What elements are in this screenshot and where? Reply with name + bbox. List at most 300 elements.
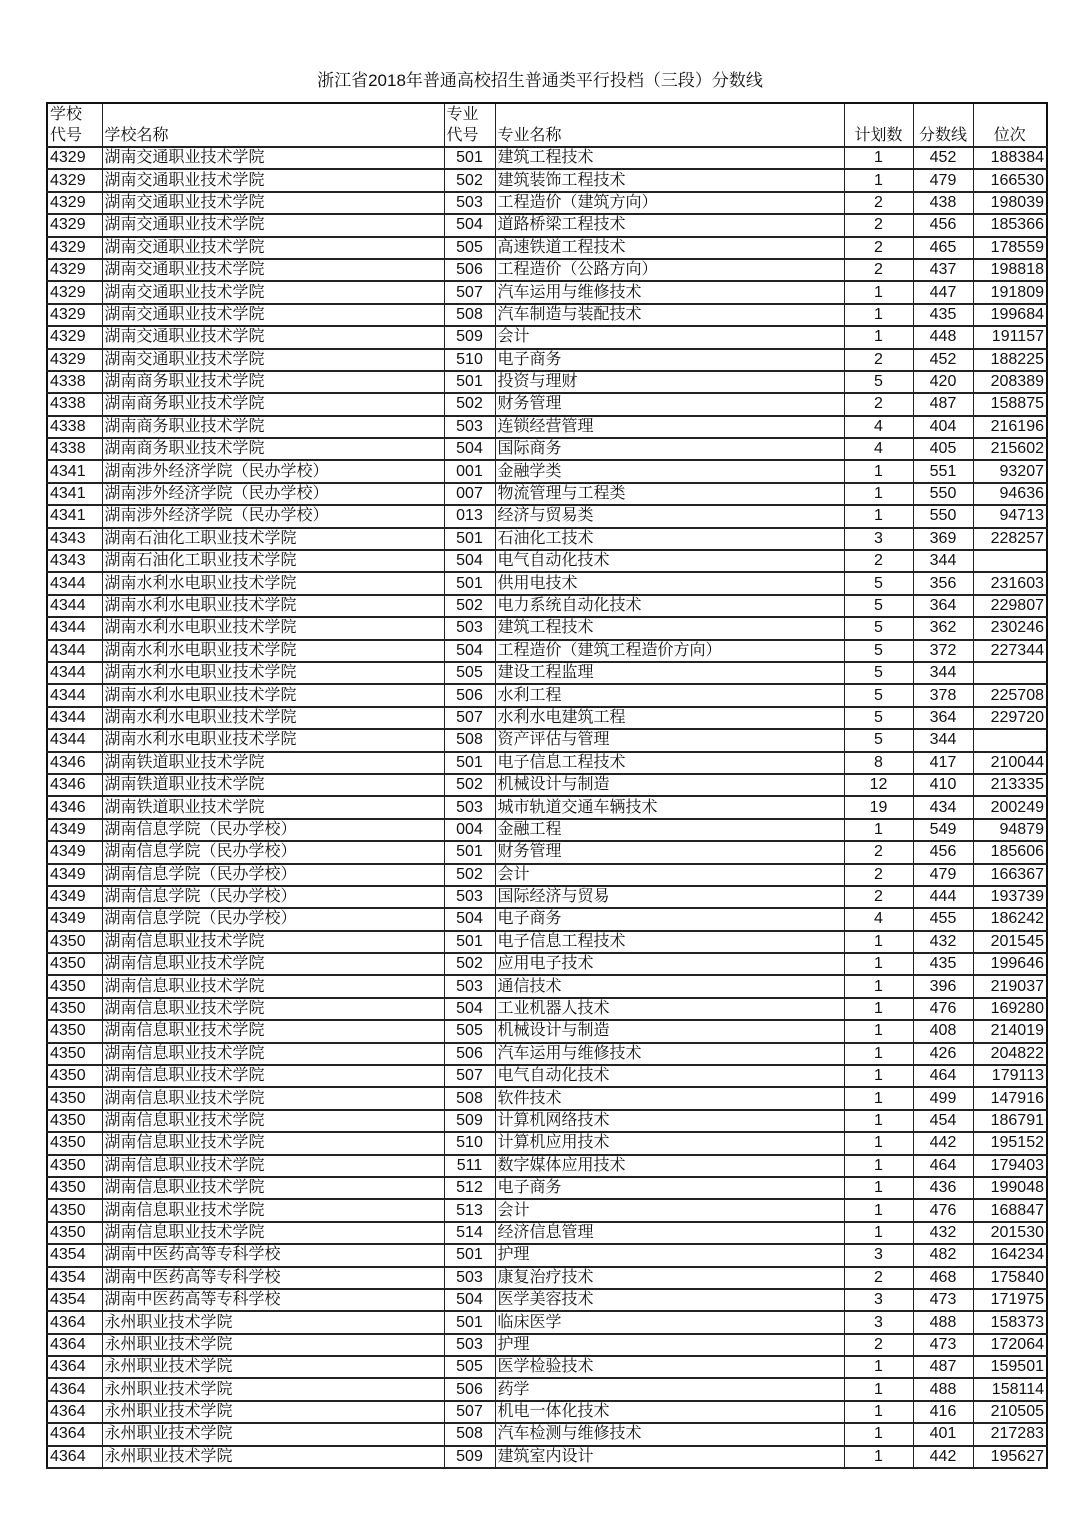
cell-school-code: 4343 <box>47 528 102 550</box>
table-row <box>47 662 1047 684</box>
cell-rank: 172064 <box>973 1334 1047 1356</box>
cell-score-line: 362 <box>913 617 973 639</box>
cell-plan-count: 1 <box>844 304 913 326</box>
cell-major-code: 502 <box>444 169 495 191</box>
cell-major-code: 501 <box>444 1311 495 1333</box>
cell-score-line: 344 <box>913 550 973 572</box>
cell-school-code: 4344 <box>47 640 102 662</box>
cell-score-line: 372 <box>913 640 973 662</box>
cell-plan-count: 5 <box>844 640 913 662</box>
cell-score-line: 408 <box>913 1020 973 1042</box>
cell-school-name: 湖南水利水电职业技术学院 <box>102 729 444 751</box>
cell-score-line: 434 <box>913 796 973 818</box>
cell-rank: 208389 <box>973 371 1047 393</box>
cell-school-code: 4364 <box>47 1378 102 1400</box>
cell-major-name: 水利工程 <box>495 684 844 706</box>
cell-plan-count: 2 <box>844 259 913 281</box>
cell-school-code: 4346 <box>47 752 102 774</box>
cell-school-code: 4344 <box>47 662 102 684</box>
cell-score-line: 404 <box>913 416 973 438</box>
cell-rank: 227344 <box>973 640 1047 662</box>
table-row <box>47 1423 1047 1445</box>
cell-rank <box>973 662 1047 684</box>
cell-major-name: 数字媒体应用技术 <box>495 1155 844 1177</box>
cell-plan-count: 2 <box>844 349 913 371</box>
cell-major-code: 501 <box>444 528 495 550</box>
cell-major-code: 509 <box>444 326 495 348</box>
header-school-name-text: 学校名称 <box>104 127 169 144</box>
cell-plan-count: 1 <box>844 1446 913 1468</box>
cell-school-name: 湖南水利水电职业技术学院 <box>102 572 444 594</box>
cell-plan-count: 1 <box>844 147 913 169</box>
cell-major-code: 510 <box>444 349 495 371</box>
cell-score-line: 435 <box>913 953 973 975</box>
cell-school-code: 4329 <box>47 214 102 236</box>
table-row <box>47 281 1047 303</box>
cell-plan-count: 2 <box>844 237 913 259</box>
cell-plan-count: 1 <box>844 1155 913 1177</box>
cell-rank: 225708 <box>973 684 1047 706</box>
cell-school-name: 湖南交通职业技术学院 <box>102 214 444 236</box>
cell-score-line: 435 <box>913 304 973 326</box>
cell-major-code: 507 <box>444 1065 495 1087</box>
table-row <box>47 729 1047 751</box>
cell-school-name: 湖南水利水电职业技术学院 <box>102 662 444 684</box>
cell-major-code: 007 <box>444 483 495 505</box>
cell-score-line: 436 <box>913 1177 973 1199</box>
cell-major-name: 石油化工技术 <box>495 528 844 550</box>
cell-major-name: 国际经济与贸易 <box>495 886 844 908</box>
cell-major-code: 507 <box>444 707 495 729</box>
cell-major-code: 502 <box>444 774 495 796</box>
cell-school-code: 4364 <box>47 1311 102 1333</box>
table-row <box>47 1311 1047 1333</box>
table-row <box>47 886 1047 908</box>
cell-score-line: 396 <box>913 975 973 997</box>
cell-school-name: 湖南铁道职业技术学院 <box>102 774 444 796</box>
cell-plan-count: 5 <box>844 595 913 617</box>
cell-major-name: 工业机器人技术 <box>495 998 844 1020</box>
cell-school-name: 湖南水利水电职业技术学院 <box>102 640 444 662</box>
cell-rank <box>973 729 1047 751</box>
cell-school-name: 湖南商务职业技术学院 <box>102 371 444 393</box>
cell-major-code: 506 <box>444 1378 495 1400</box>
cell-rank: 166367 <box>973 864 1047 886</box>
cell-score-line: 551 <box>913 460 973 482</box>
cell-score-line: 454 <box>913 1110 973 1132</box>
table-row <box>47 147 1047 169</box>
cell-major-name: 建筑工程技术 <box>495 147 844 169</box>
cell-score-line: 464 <box>913 1065 973 1087</box>
cell-rank: 228257 <box>973 528 1047 550</box>
cell-major-name: 通信技术 <box>495 975 844 997</box>
cell-major-name: 应用电子技术 <box>495 953 844 975</box>
cell-plan-count: 2 <box>844 1334 913 1356</box>
cell-school-code: 4349 <box>47 841 102 863</box>
cell-school-code: 4350 <box>47 931 102 953</box>
cell-major-name: 电气自动化技术 <box>495 550 844 572</box>
cell-major-name: 药学 <box>495 1378 844 1400</box>
cell-rank: 214019 <box>973 1020 1047 1042</box>
cell-major-name: 计算机网络技术 <box>495 1110 844 1132</box>
cell-rank: 186242 <box>973 908 1047 930</box>
cell-rank: 166530 <box>973 169 1047 191</box>
cell-score-line: 456 <box>913 214 973 236</box>
cell-school-name: 湖南石油化工职业技术学院 <box>102 550 444 572</box>
cell-major-code: 503 <box>444 1267 495 1289</box>
cell-rank: 188384 <box>973 147 1047 169</box>
cell-score-line: 482 <box>913 1244 973 1266</box>
cell-school-name: 湖南交通职业技术学院 <box>102 349 444 371</box>
cell-major-code: 505 <box>444 237 495 259</box>
cell-rank: 158114 <box>973 1378 1047 1400</box>
table-row <box>47 393 1047 415</box>
cell-school-code: 4350 <box>47 1043 102 1065</box>
cell-plan-count: 4 <box>844 908 913 930</box>
cell-plan-count: 19 <box>844 796 913 818</box>
table-row <box>47 1401 1047 1423</box>
cell-plan-count: 2 <box>844 550 913 572</box>
table-row <box>47 752 1047 774</box>
cell-school-name: 湖南涉外经济学院（民办学校） <box>102 483 444 505</box>
cell-school-name: 湖南交通职业技术学院 <box>102 326 444 348</box>
cell-school-name: 湖南信息学院（民办学校） <box>102 841 444 863</box>
cell-school-name: 湖南交通职业技术学院 <box>102 169 444 191</box>
cell-major-name: 金融工程 <box>495 819 844 841</box>
table-row <box>47 1177 1047 1199</box>
table-row <box>47 864 1047 886</box>
cell-school-code: 4350 <box>47 1177 102 1199</box>
cell-major-code: 508 <box>444 1423 495 1445</box>
cell-score-line: 378 <box>913 684 973 706</box>
cell-school-name: 湖南交通职业技术学院 <box>102 147 444 169</box>
cell-school-code: 4344 <box>47 595 102 617</box>
cell-score-line: 479 <box>913 169 973 191</box>
cell-rank: 213335 <box>973 774 1047 796</box>
document-title: 浙江省2018年普通高校招生普通类平行投档（三段）分数线 <box>317 71 763 90</box>
header-major-code-line1: 专业 <box>446 106 479 123</box>
cell-school-name: 湖南交通职业技术学院 <box>102 192 444 214</box>
header-major-code <box>444 103 495 147</box>
cell-rank: 201530 <box>973 1222 1047 1244</box>
cell-school-code: 4350 <box>47 998 102 1020</box>
cell-score-line: 438 <box>913 192 973 214</box>
cell-major-code: 508 <box>444 304 495 326</box>
header-rank <box>973 103 1047 147</box>
table-row <box>47 214 1047 236</box>
cell-school-code: 4329 <box>47 169 102 191</box>
cell-school-name: 永州职业技术学院 <box>102 1334 444 1356</box>
table-row <box>47 1289 1047 1311</box>
cell-plan-count: 1 <box>844 1378 913 1400</box>
cell-school-code: 4338 <box>47 416 102 438</box>
cell-score-line: 479 <box>913 864 973 886</box>
cell-major-name: 高速铁道工程技术 <box>495 237 844 259</box>
cell-plan-count: 1 <box>844 460 913 482</box>
cell-school-name: 湖南信息职业技术学院 <box>102 975 444 997</box>
table-header-row <box>47 103 1047 147</box>
header-score <box>913 103 973 147</box>
cell-school-name: 湖南信息职业技术学院 <box>102 1155 444 1177</box>
cell-score-line: 456 <box>913 841 973 863</box>
cell-score-line: 444 <box>913 886 973 908</box>
cell-plan-count: 1 <box>844 953 913 975</box>
cell-school-code: 4338 <box>47 393 102 415</box>
cell-rank: 199684 <box>973 304 1047 326</box>
cell-major-name: 建设工程监理 <box>495 662 844 684</box>
cell-plan-count: 2 <box>844 864 913 886</box>
cell-major-name: 机电一体化技术 <box>495 1401 844 1423</box>
cell-major-name: 电子信息工程技术 <box>495 931 844 953</box>
cell-major-name: 汽车制造与装配技术 <box>495 304 844 326</box>
cell-school-code: 4354 <box>47 1289 102 1311</box>
score-table <box>46 102 1048 1469</box>
table-row <box>47 169 1047 191</box>
cell-school-code: 4364 <box>47 1446 102 1468</box>
cell-rank: 175840 <box>973 1267 1047 1289</box>
cell-score-line: 464 <box>913 1155 973 1177</box>
cell-major-code: 504 <box>444 1289 495 1311</box>
cell-school-code: 4344 <box>47 729 102 751</box>
cell-rank: 171975 <box>973 1289 1047 1311</box>
table-row <box>47 505 1047 527</box>
cell-score-line: 455 <box>913 908 973 930</box>
table-row <box>47 1222 1047 1244</box>
cell-plan-count: 1 <box>844 326 913 348</box>
header-major-code-line2: 代号 <box>446 127 479 144</box>
cell-plan-count: 5 <box>844 729 913 751</box>
cell-score-line: 488 <box>913 1378 973 1400</box>
cell-plan-count: 2 <box>844 393 913 415</box>
cell-school-name: 湖南信息学院（民办学校） <box>102 864 444 886</box>
cell-major-name: 城市轨道交通车辆技术 <box>495 796 844 818</box>
cell-plan-count: 1 <box>844 1356 913 1378</box>
cell-school-name: 湖南信息学院（民办学校） <box>102 819 444 841</box>
table-row <box>47 572 1047 594</box>
cell-rank: 158373 <box>973 1311 1047 1333</box>
cell-major-name: 建筑室内设计 <box>495 1446 844 1468</box>
cell-school-name: 湖南商务职业技术学院 <box>102 416 444 438</box>
cell-plan-count: 1 <box>844 819 913 841</box>
cell-school-code: 4344 <box>47 684 102 706</box>
cell-major-code: 503 <box>444 1334 495 1356</box>
table-row <box>47 304 1047 326</box>
cell-major-code: 506 <box>444 259 495 281</box>
cell-score-line: 420 <box>913 371 973 393</box>
cell-rank: 230246 <box>973 617 1047 639</box>
table-row <box>47 416 1047 438</box>
cell-school-name: 湖南涉外经济学院（民办学校） <box>102 460 444 482</box>
table-row <box>47 1356 1047 1378</box>
cell-score-line: 448 <box>913 326 973 348</box>
cell-major-name: 汽车运用与维修技术 <box>495 281 844 303</box>
cell-score-line: 487 <box>913 393 973 415</box>
cell-plan-count: 1 <box>844 1132 913 1154</box>
cell-school-code: 4346 <box>47 774 102 796</box>
header-plan-text: 计划数 <box>854 127 903 144</box>
table-row <box>47 908 1047 930</box>
cell-plan-count: 1 <box>844 169 913 191</box>
header-school-code-line1: 学校 <box>50 106 83 123</box>
cell-school-code: 4341 <box>47 505 102 527</box>
cell-plan-count: 1 <box>844 1423 913 1445</box>
cell-plan-count: 2 <box>844 886 913 908</box>
cell-plan-count: 5 <box>844 707 913 729</box>
cell-rank: 195627 <box>973 1446 1047 1468</box>
cell-major-code: 501 <box>444 1244 495 1266</box>
cell-school-code: 4354 <box>47 1244 102 1266</box>
header-school-code <box>47 103 102 147</box>
cell-school-code: 4350 <box>47 1020 102 1042</box>
cell-major-code: 501 <box>444 572 495 594</box>
cell-rank: 229720 <box>973 707 1047 729</box>
cell-score-line: 442 <box>913 1446 973 1468</box>
table-row <box>47 1334 1047 1356</box>
cell-score-line: 452 <box>913 349 973 371</box>
cell-score-line: 426 <box>913 1043 973 1065</box>
cell-rank: 186791 <box>973 1110 1047 1132</box>
cell-rank: 185606 <box>973 841 1047 863</box>
cell-score-line: 364 <box>913 595 973 617</box>
cell-rank: 185366 <box>973 214 1047 236</box>
table-row <box>47 796 1047 818</box>
cell-major-code: 503 <box>444 416 495 438</box>
cell-rank: 215602 <box>973 438 1047 460</box>
cell-major-code: 501 <box>444 752 495 774</box>
cell-major-name: 建筑工程技术 <box>495 617 844 639</box>
table-row <box>47 998 1047 1020</box>
cell-score-line: 437 <box>913 259 973 281</box>
cell-school-code: 4346 <box>47 796 102 818</box>
table-row <box>47 1446 1047 1468</box>
table-row <box>47 349 1047 371</box>
table-row <box>47 259 1047 281</box>
cell-school-code: 4329 <box>47 304 102 326</box>
cell-major-name: 会计 <box>495 1199 844 1221</box>
cell-plan-count: 1 <box>844 975 913 997</box>
header-school-code-line2: 代号 <box>50 127 83 144</box>
cell-rank: 210505 <box>973 1401 1047 1423</box>
cell-rank: 94879 <box>973 819 1047 841</box>
cell-plan-count: 1 <box>844 505 913 527</box>
cell-major-name: 护理 <box>495 1334 844 1356</box>
cell-rank: 94713 <box>973 505 1047 527</box>
cell-major-name: 汽车检测与维修技术 <box>495 1423 844 1445</box>
cell-school-code: 4341 <box>47 483 102 505</box>
cell-school-name: 湖南信息职业技术学院 <box>102 1199 444 1221</box>
cell-score-line: 488 <box>913 1311 973 1333</box>
cell-school-name: 湖南商务职业技术学院 <box>102 393 444 415</box>
cell-major-name: 电子信息工程技术 <box>495 752 844 774</box>
cell-rank: 191809 <box>973 281 1047 303</box>
cell-rank: 198039 <box>973 192 1047 214</box>
cell-school-name: 湖南交通职业技术学院 <box>102 259 444 281</box>
table-row <box>47 1378 1047 1400</box>
cell-score-line: 473 <box>913 1289 973 1311</box>
cell-major-name: 国际商务 <box>495 438 844 460</box>
cell-school-code: 4338 <box>47 371 102 393</box>
cell-major-name: 财务管理 <box>495 841 844 863</box>
cell-major-name: 道路桥梁工程技术 <box>495 214 844 236</box>
cell-score-line: 344 <box>913 729 973 751</box>
table-row <box>47 819 1047 841</box>
cell-school-name: 湖南信息职业技术学院 <box>102 953 444 975</box>
cell-major-code: 501 <box>444 931 495 953</box>
cell-major-code: 502 <box>444 953 495 975</box>
cell-major-code: 502 <box>444 595 495 617</box>
cell-plan-count: 1 <box>844 1222 913 1244</box>
table-row <box>47 931 1047 953</box>
cell-major-name: 连锁经营管理 <box>495 416 844 438</box>
cell-score-line: 550 <box>913 505 973 527</box>
cell-major-code: 503 <box>444 886 495 908</box>
cell-school-name: 湖南石油化工职业技术学院 <box>102 528 444 550</box>
cell-school-name: 湖南信息职业技术学院 <box>102 1132 444 1154</box>
cell-major-name: 机械设计与制造 <box>495 1020 844 1042</box>
cell-major-code: 013 <box>444 505 495 527</box>
cell-major-name: 护理 <box>495 1244 844 1266</box>
cell-major-code: 509 <box>444 1110 495 1132</box>
cell-major-name: 汽车运用与维修技术 <box>495 1043 844 1065</box>
cell-school-code: 4329 <box>47 259 102 281</box>
cell-school-name: 永州职业技术学院 <box>102 1423 444 1445</box>
cell-rank: 204822 <box>973 1043 1047 1065</box>
cell-major-code: 513 <box>444 1199 495 1221</box>
cell-score-line: 410 <box>913 774 973 796</box>
cell-major-code: 509 <box>444 1446 495 1468</box>
cell-school-name: 湖南信息职业技术学院 <box>102 1065 444 1087</box>
cell-major-code: 501 <box>444 371 495 393</box>
cell-rank: 193739 <box>973 886 1047 908</box>
cell-school-name: 湖南信息职业技术学院 <box>102 1087 444 1109</box>
cell-major-name: 工程造价（建筑工程造价方向） <box>495 640 844 662</box>
cell-plan-count: 2 <box>844 192 913 214</box>
cell-major-name: 工程造价（公路方向） <box>495 259 844 281</box>
cell-major-name: 工程造价（建筑方向） <box>495 192 844 214</box>
cell-major-code: 505 <box>444 1356 495 1378</box>
cell-major-name: 建筑装饰工程技术 <box>495 169 844 191</box>
cell-major-name: 会计 <box>495 326 844 348</box>
cell-major-name: 电子商务 <box>495 908 844 930</box>
cell-rank: 216196 <box>973 416 1047 438</box>
cell-school-code: 4329 <box>47 349 102 371</box>
table-row <box>47 460 1047 482</box>
cell-major-code: 507 <box>444 281 495 303</box>
cell-major-name: 财务管理 <box>495 393 844 415</box>
cell-major-code: 504 <box>444 438 495 460</box>
cell-score-line: 401 <box>913 1423 973 1445</box>
cell-school-code: 4350 <box>47 1132 102 1154</box>
cell-score-line: 476 <box>913 998 973 1020</box>
cell-major-code: 504 <box>444 640 495 662</box>
cell-plan-count: 1 <box>844 1401 913 1423</box>
cell-major-name: 电力系统自动化技术 <box>495 595 844 617</box>
cell-plan-count: 3 <box>844 528 913 550</box>
cell-school-code: 4349 <box>47 908 102 930</box>
cell-rank: 179113 <box>973 1065 1047 1087</box>
cell-major-code: 504 <box>444 998 495 1020</box>
cell-school-code: 4338 <box>47 438 102 460</box>
cell-score-line: 465 <box>913 237 973 259</box>
cell-school-code: 4344 <box>47 572 102 594</box>
cell-school-code: 4344 <box>47 617 102 639</box>
cell-school-code: 4341 <box>47 460 102 482</box>
cell-major-code: 503 <box>444 796 495 818</box>
cell-score-line: 432 <box>913 1222 973 1244</box>
cell-score-line: 447 <box>913 281 973 303</box>
cell-school-name: 湖南涉外经济学院（民办学校） <box>102 505 444 527</box>
cell-major-name: 电气自动化技术 <box>495 1065 844 1087</box>
